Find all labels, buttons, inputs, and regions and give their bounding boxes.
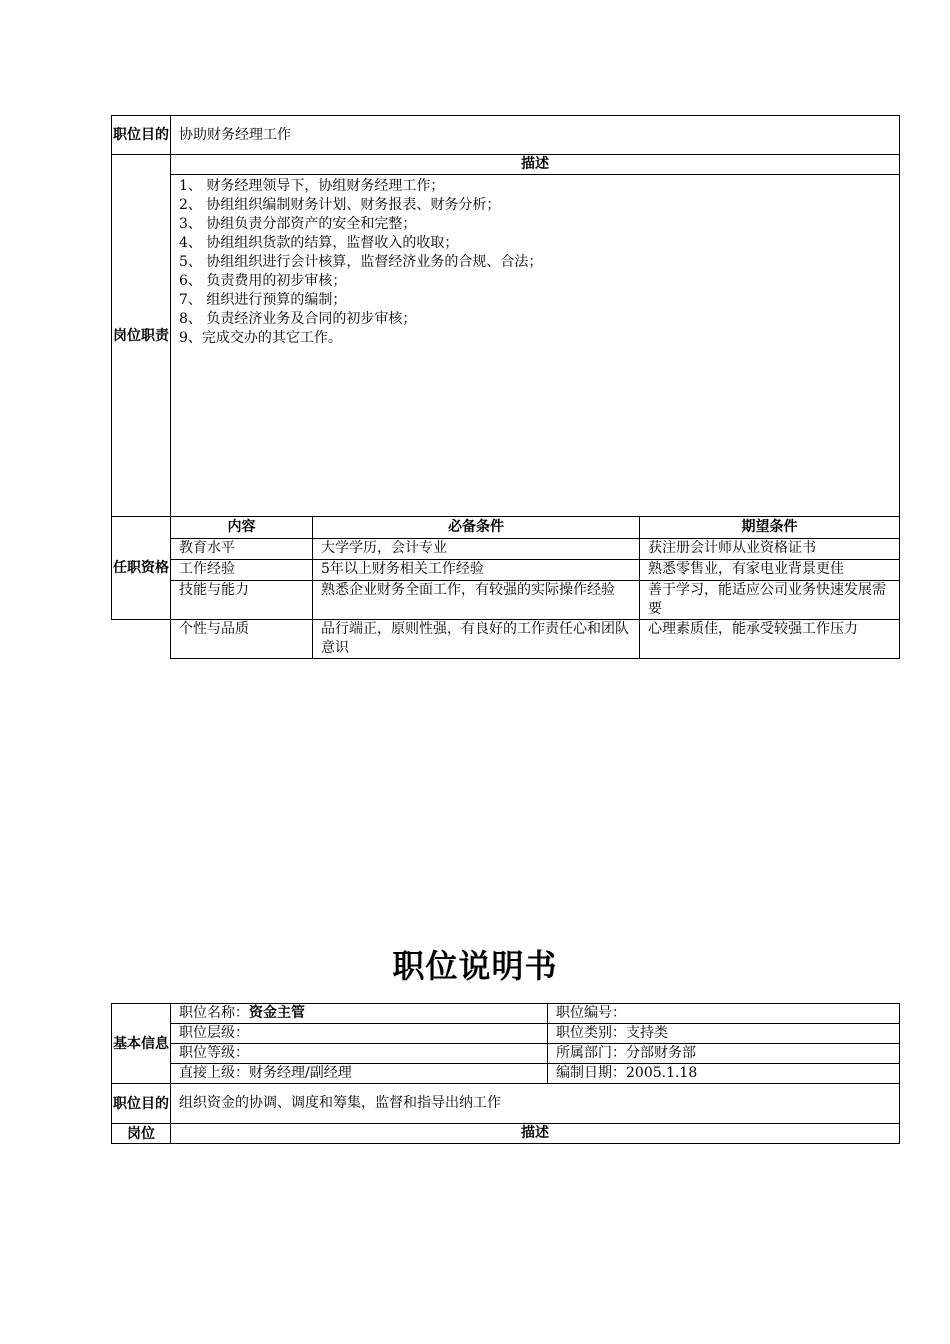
qual-item: 个性与品质	[171, 620, 313, 659]
basic-info-label: 基本信息	[112, 1004, 171, 1084]
qual-header-required: 必备条件	[313, 517, 640, 539]
duties-label: 岗位	[112, 1124, 171, 1144]
duty-item: 4、 协组组织货款的结算，监督收入的收取；	[179, 235, 459, 251]
purpose-text: 组织资金的协调、调度和筹集，监督和指导出纳工作	[171, 1084, 900, 1124]
job-spec-table-1	[111, 115, 900, 659]
position-name-value: 资金主管	[249, 1005, 305, 1021]
qualification-label: 任职资格	[112, 517, 171, 620]
superior-field: 直接上级：财务经理/副经理	[171, 1064, 548, 1084]
duty-item: 5、 协组组织进行会计核算，监督经济业务的合规、合法；	[179, 254, 543, 270]
duty-item: 2、 协组组织编制财务计划、财务报表、财务分析；	[179, 197, 501, 213]
position-grade-field: 职位等级：	[171, 1044, 548, 1064]
purpose-text: 协助财务经理工作	[171, 116, 900, 155]
duties-header: 描述	[171, 155, 900, 175]
qual-desired: 心理素质佳，能承受较强工作压力	[640, 620, 900, 659]
position-level-field: 职位层级：	[171, 1024, 548, 1044]
duties-header: 描述	[171, 1124, 900, 1144]
qual-desired: 获注册会计师从业资格证书	[640, 539, 900, 560]
position-name-label: 职位名称：	[179, 1005, 249, 1021]
duty-item: 6、 负责费用的初步审核；	[179, 273, 347, 289]
qual-required: 熟悉企业财务全面工作，有较强的实际操作经验	[313, 581, 640, 620]
document-title: 职位说明书	[392, 947, 558, 985]
position-name-field	[171, 1004, 548, 1024]
duty-item: 3、 协组负责分部资产的安全和完整；	[179, 216, 417, 232]
purpose-label: 职位目的	[112, 1084, 171, 1124]
position-category-field: 职位类别：支持类	[548, 1024, 900, 1044]
duty-item: 8、 负责经济业务及合同的初步审核；	[179, 311, 417, 327]
qual-desired: 熟悉零售业，有家电业背景更佳	[640, 560, 900, 581]
job-spec-table-2	[111, 1003, 900, 1144]
qual-item: 工作经验	[171, 560, 313, 581]
qual-item: 教育水平	[171, 539, 313, 560]
qual-required: 品行端正，原则性强，有良好的工作责任心和团队意识	[313, 620, 640, 659]
position-code-field: 职位编号：	[548, 1004, 900, 1024]
duty-item: 1、 财务经理领导下，协组财务经理工作；	[179, 178, 445, 194]
qual-item: 技能与能力	[171, 581, 313, 620]
qual-desired: 善于学习，能适应公司业务快速发展需要	[640, 581, 900, 620]
date-field: 编制日期：2005.1.18	[548, 1064, 900, 1084]
purpose-label: 职位目的	[112, 116, 171, 155]
duties-label: 岗位职责	[112, 155, 171, 517]
qual-required: 5年以上财务相关工作经验	[313, 560, 640, 581]
duty-item: 9、完成交办的其它工作。	[179, 330, 342, 346]
qual-label-spacer	[112, 620, 171, 659]
qual-header-item: 内容	[171, 517, 313, 539]
duty-item: 7、 组织进行预算的编制；	[179, 292, 347, 308]
qual-header-desired: 期望条件	[640, 517, 900, 539]
duties-list	[171, 175, 900, 517]
qual-required: 大学学历，会计专业	[313, 539, 640, 560]
department-field: 所属部门：分部财务部	[548, 1044, 900, 1064]
